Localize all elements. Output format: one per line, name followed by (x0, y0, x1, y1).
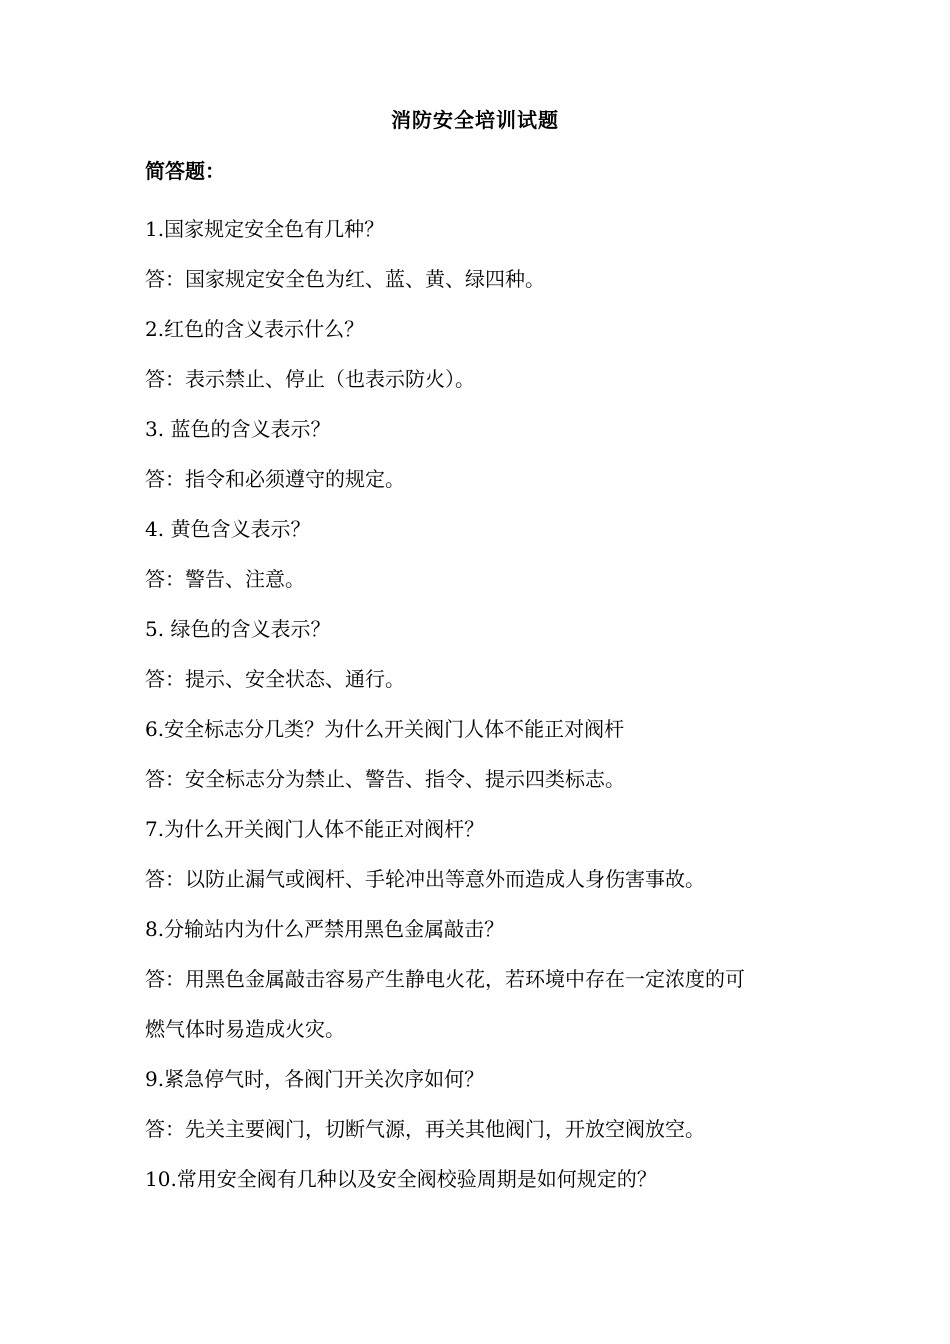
question-answer-list (145, 204, 825, 1204)
question-10: 10.常用安全阀有几种以及安全阀校验周期是如何规定的？ (145, 1167, 657, 1191)
question-1: 1.国家规定安全色有几种？ (145, 217, 385, 241)
answer-8-line-2: 燃气体时易造成火灾。 (145, 1017, 345, 1041)
question-3: 3. 蓝色的含义表示？ (145, 417, 331, 441)
answer-2: 答：表示禁止、停止（也表示防火）。 (145, 367, 475, 391)
question-9: 9.紧急停气时，各阀门开关次序如何？ (145, 1067, 485, 1091)
question-8: 8.分输站内为什么严禁用黑色金属敲击？ (145, 917, 505, 941)
answer-5: 答：提示、安全状态、通行。 (145, 667, 405, 691)
answer-1: 答：国家规定安全色为红、蓝、黄、绿四种。 (145, 267, 545, 291)
answer-7: 答：以防止漏气或阀杆、手轮冲出等意外而造成人身伤害事故。 (145, 867, 705, 891)
question-4: 4. 黄色含义表示？ (145, 517, 311, 541)
answer-6: 答：安全标志分为禁止、警告、指令、提示四类标志。 (145, 767, 625, 791)
answer-9: 答：先关主要阀门，切断气源，再关其他阀门，开放空阀放空。 (145, 1117, 705, 1141)
question-2: 2.红色的含义表示什么？ (145, 317, 365, 341)
document-title: 消防安全培训试题 (391, 108, 559, 132)
question-6: 6.安全标志分几类？为什么开关阀门人体不能正对阀杆 (145, 717, 625, 741)
answer-8-line-1: 答：用黑色金属敲击容易产生静电火花，若环境中存在一定浓度的可 (145, 967, 745, 991)
answer-4: 答：警告、注意。 (145, 567, 305, 591)
question-5: 5. 绿色的含义表示？ (145, 617, 331, 641)
question-7: 7.为什么开关阀门人体不能正对阀杆？ (145, 817, 485, 841)
answer-3: 答：指令和必须遵守的规定。 (145, 467, 405, 491)
section-heading: 简答题： (145, 159, 225, 183)
